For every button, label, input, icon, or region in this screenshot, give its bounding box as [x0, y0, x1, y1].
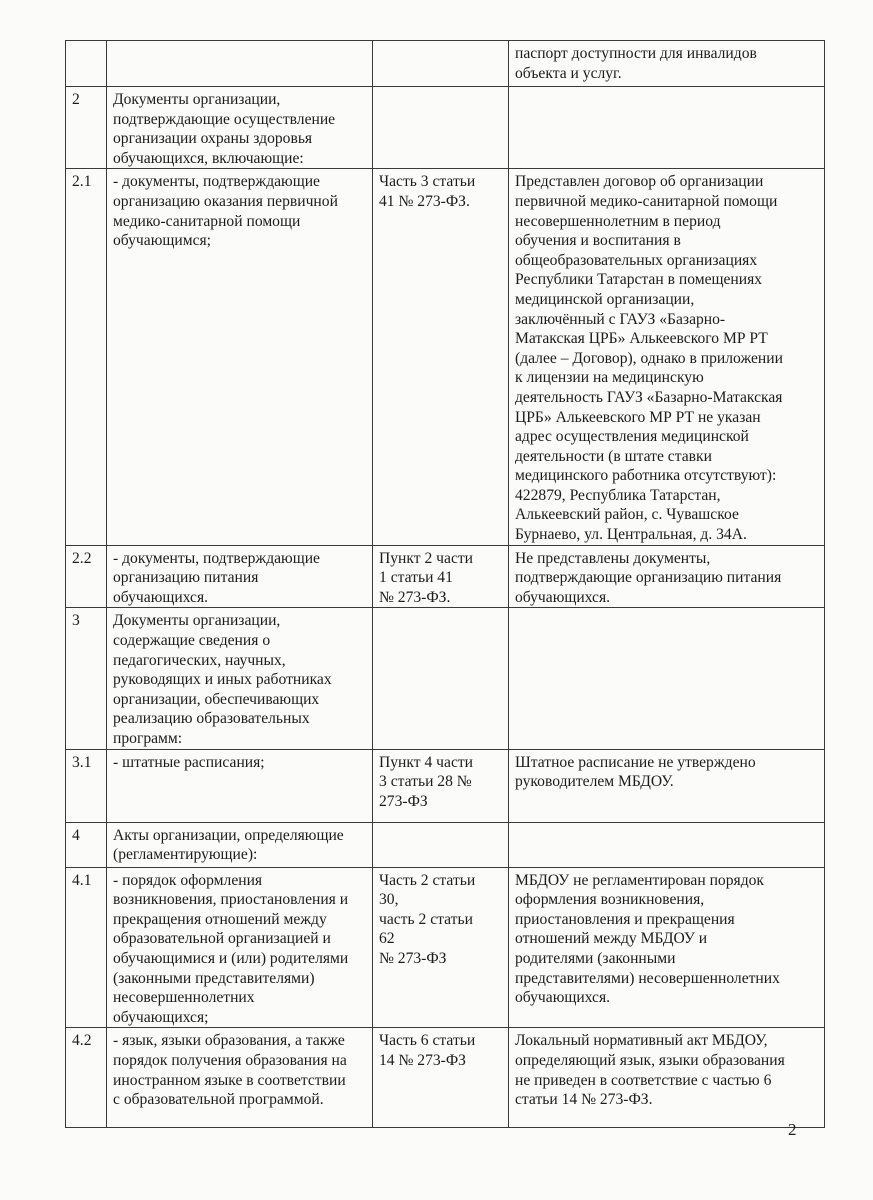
requirement-cell: - документы, подтверждающие организацию оказания первичной медико-санитарной помощи обучающимся;: [107, 169, 373, 545]
finding-cell: Штатное расписание не утверждено руководителем МБДОУ.: [509, 749, 825, 822]
row-number: 3.1: [66, 749, 107, 822]
finding-cell: [509, 87, 825, 169]
legal-basis-cell: [373, 822, 509, 867]
findings-table: [65, 40, 825, 1128]
requirement-cell: - язык, языки образования, а также порядок получения образования на иностранном языке в соответствии с образовательной программой.: [107, 1028, 373, 1128]
row-number: 4.1: [66, 867, 107, 1028]
row-number: 2.2: [66, 545, 107, 608]
requirement-cell: Документы организации, подтверждающие осуществление организации охраны здоровья обучающихся, включающие:: [107, 87, 373, 169]
table-row: [66, 545, 825, 608]
requirement-cell: Документы организации, содержащие сведения о педагогических, научных, руководящих и иных работниках организации, обеспечивающих реализацию образовательных программ:: [107, 608, 373, 749]
row-number: 2: [66, 87, 107, 169]
finding-cell: [509, 822, 825, 867]
finding-cell: Представлен договор об организации первичной медико-санитарной помощи несовершеннолетним в период обучения и воспитания в общеобразовательных организациях Республики Татарстан в помещениях медицинской организации, заключённый с ГАУЗ «Базарно- Матакская ЦРБ» Алькеевского МР РТ (далее – Договор), однако в приложении к лицензии на медицинскую деятельность ГАУЗ «Базарно-Матакская ЦРБ» Алькеевского МР РТ не указан адрес осуществления медицинской деятельности (в штате ставки медицинского работника отсутствуют): 422879, Республика Татарстан, Алькеевский район, с. Чувашское Бурнаево, ул. Центральная, д. 34А.: [509, 169, 825, 545]
requirement-cell: Акты организации, определяющие (регламентирующие):: [107, 822, 373, 867]
legal-basis-cell: Часть 6 статьи 14 № 273-ФЗ: [373, 1028, 509, 1128]
finding-cell: Не представлены документы, подтверждающие организацию питания обучающихся.: [509, 545, 825, 608]
finding-cell: МБДОУ не регламентирован порядок оформления возникновения, приостановления и прекращения отношений между МБДОУ и родителями (законными представителями) несовершеннолетних обучающихся.: [509, 867, 825, 1028]
finding-cell: паспорт доступности для инвалидов объекта и услуг.: [509, 41, 825, 87]
table-row: [66, 1028, 825, 1128]
requirement-cell: - порядок оформления возникновения, приостановления и прекращения отношений между образовательной организацией и обучающимися и (или) родителями (законными представителями) несовершеннолетних обучающихся;: [107, 867, 373, 1028]
table-row: [66, 749, 825, 822]
requirement-cell: - штатные расписания;: [107, 749, 373, 822]
legal-basis-cell: Пункт 4 части 3 статьи 28 № 273-ФЗ: [373, 749, 509, 822]
legal-basis-cell: Пункт 2 части 1 статьи 41 № 273-ФЗ.: [373, 545, 509, 608]
legal-basis-cell: [373, 608, 509, 749]
table-row: [66, 87, 825, 169]
table-row: [66, 41, 825, 87]
table-row: [66, 822, 825, 867]
table-row: [66, 867, 825, 1028]
row-number: 2.1: [66, 169, 107, 545]
legal-basis-cell: Часть 2 статьи 30, часть 2 статьи 62 № 273-ФЗ: [373, 867, 509, 1028]
requirement-cell: - документы, подтверждающие организацию питания обучающихся.: [107, 545, 373, 608]
requirement-cell: [107, 41, 373, 87]
row-number: [66, 41, 107, 87]
finding-cell: Локальный нормативный акт МБДОУ, определяющий язык, языки образования не приведен в соответствие с частью 6 статьи 14 № 273-ФЗ.: [509, 1028, 825, 1128]
table-row: [66, 169, 825, 545]
table-row: [66, 608, 825, 749]
page-number: 2: [788, 1120, 797, 1139]
finding-cell: [509, 608, 825, 749]
legal-basis-cell: [373, 87, 509, 169]
legal-basis-cell: [373, 41, 509, 87]
legal-basis-cell: Часть 3 статьи 41 № 273-ФЗ.: [373, 169, 509, 545]
row-number: 4: [66, 822, 107, 867]
row-number: 4.2: [66, 1028, 107, 1128]
row-number: 3: [66, 608, 107, 749]
